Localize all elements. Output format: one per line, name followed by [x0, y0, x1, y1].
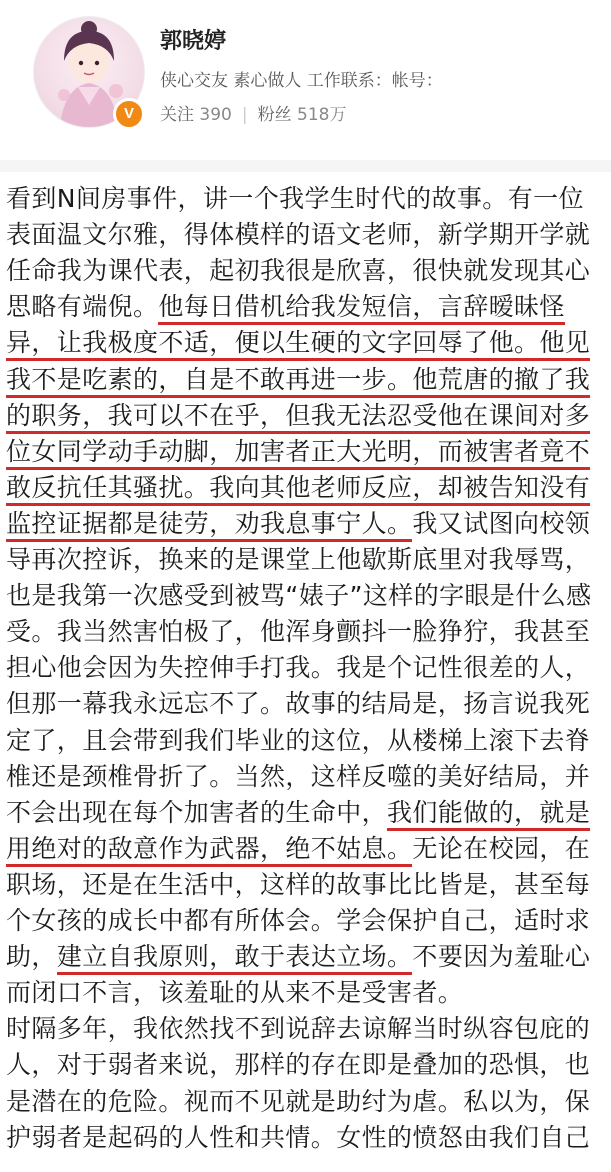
section-divider	[0, 160, 611, 172]
text-segment: 不会出现在每个加害者的生命中，	[6, 797, 388, 827]
profile-name: 郭晓婷	[160, 29, 227, 54]
text-segment: 椎还是颈椎骨折了。当然，这样反噬的美好结局，并	[6, 761, 591, 791]
text-segment: 而闭口不言，该羞耻的从来不是受害者。	[6, 978, 464, 1008]
following-label: 关注	[160, 105, 194, 125]
highlighted-text: 用绝对的敌意作为武器，绝不姑息。	[6, 834, 412, 867]
highlighted-text: 位女同学动手动脚，加害者正大光明，而被害者竟不	[6, 437, 590, 470]
text-segment: 导再次控诉，换来的是课堂上他歇斯底里对我辱骂，	[6, 545, 591, 574]
verified-badge-icon: V	[113, 98, 145, 130]
text-segment: 护弱者是起码的人性和共情。女性的愤怒由我们自己	[6, 1122, 591, 1152]
followers-link[interactable]	[258, 105, 347, 125]
text-line	[6, 1117, 610, 1159]
stats-separator: |	[241, 105, 248, 125]
profile-header	[0, 0, 611, 160]
text-segment: 担心他会因为失控伸手打我。我是个记性很差的人，	[6, 653, 591, 683]
text-segment: 但那一幕我永远忘不了。故事的结局是，扬言说我死	[6, 689, 591, 719]
text-segment: 是潜在的危险。视而不见就是助纣为虐。私以为，保	[6, 1086, 591, 1116]
followers-count: 518万	[297, 105, 347, 125]
highlighted-text: 建立自我原则，敢于表达立场。	[57, 942, 413, 975]
text-segment: 也是我第一次感受到被骂“婊子”这样的字眼是什么感	[6, 581, 592, 611]
highlighted-text: 敢反抗任其骚扰。我向其他老师反应，却被告知没有	[6, 473, 590, 506]
text-segment: 任命我为课代表，起初我很是欣喜，很快就发现其心	[6, 256, 591, 286]
following-link[interactable]	[160, 105, 232, 125]
profile-stats	[160, 100, 346, 125]
text-segment: 不要因为羞耻心	[412, 942, 591, 972]
highlighted-text: 监控证据都是徒劳，劝我息事宁人。	[6, 509, 412, 542]
text-segment: 职场，还是在生活中，这样的故事比比皆是，甚至每	[6, 869, 591, 899]
highlighted-text: 异，让我极度不适，便以生硬的文字回辱了他。他见	[6, 328, 590, 361]
text-segment: 受。我当然害怕极了，他浑身颤抖一脸狰狞，我甚至	[6, 617, 591, 647]
highlighted-text: 我们能做的，就是	[387, 798, 590, 831]
text-segment: 人，对于弱者来说，那样的存在即是叠加的恐惧，也	[6, 1050, 591, 1080]
highlighted-text: 的职务，我可以不在乎，但我无法忍受他在课间对多	[6, 401, 590, 434]
text-segment: 看到N间房事件，讲一个我学生时代的故事。有一位	[6, 184, 584, 213]
text-segment: 表面温文尔雅，得体模样的语文老师，新学期开学就	[6, 220, 591, 250]
text-segment: 定了，且会带到我们毕业的这位，从楼梯上滚下去脊	[6, 725, 591, 755]
followers-label: 粉丝	[257, 105, 292, 125]
text-segment: 思略有端倪。	[6, 292, 159, 322]
text-segment: 无论在校园，在	[412, 833, 591, 863]
text-segment: 个女孩的成长中都有所体会。学会保护自己，适时求	[6, 906, 591, 935]
following-count: 390	[199, 105, 232, 125]
highlighted-text: 他每日借机给我发短信，言辞暧昧怪	[158, 292, 564, 325]
text-segment: 助，	[6, 942, 57, 972]
profile-bio: 侠心交友 素心做人 工作联系：帐号：	[160, 71, 443, 91]
text-segment: 时隔多年，我依然找不到说辞去谅解当时纵容包庇的	[6, 1014, 591, 1044]
highlighted-text: 我不是吃素的，自是不敢再进一步。他荒唐的撤了我	[6, 365, 590, 398]
text-segment: 我又试图向校领	[412, 508, 591, 538]
